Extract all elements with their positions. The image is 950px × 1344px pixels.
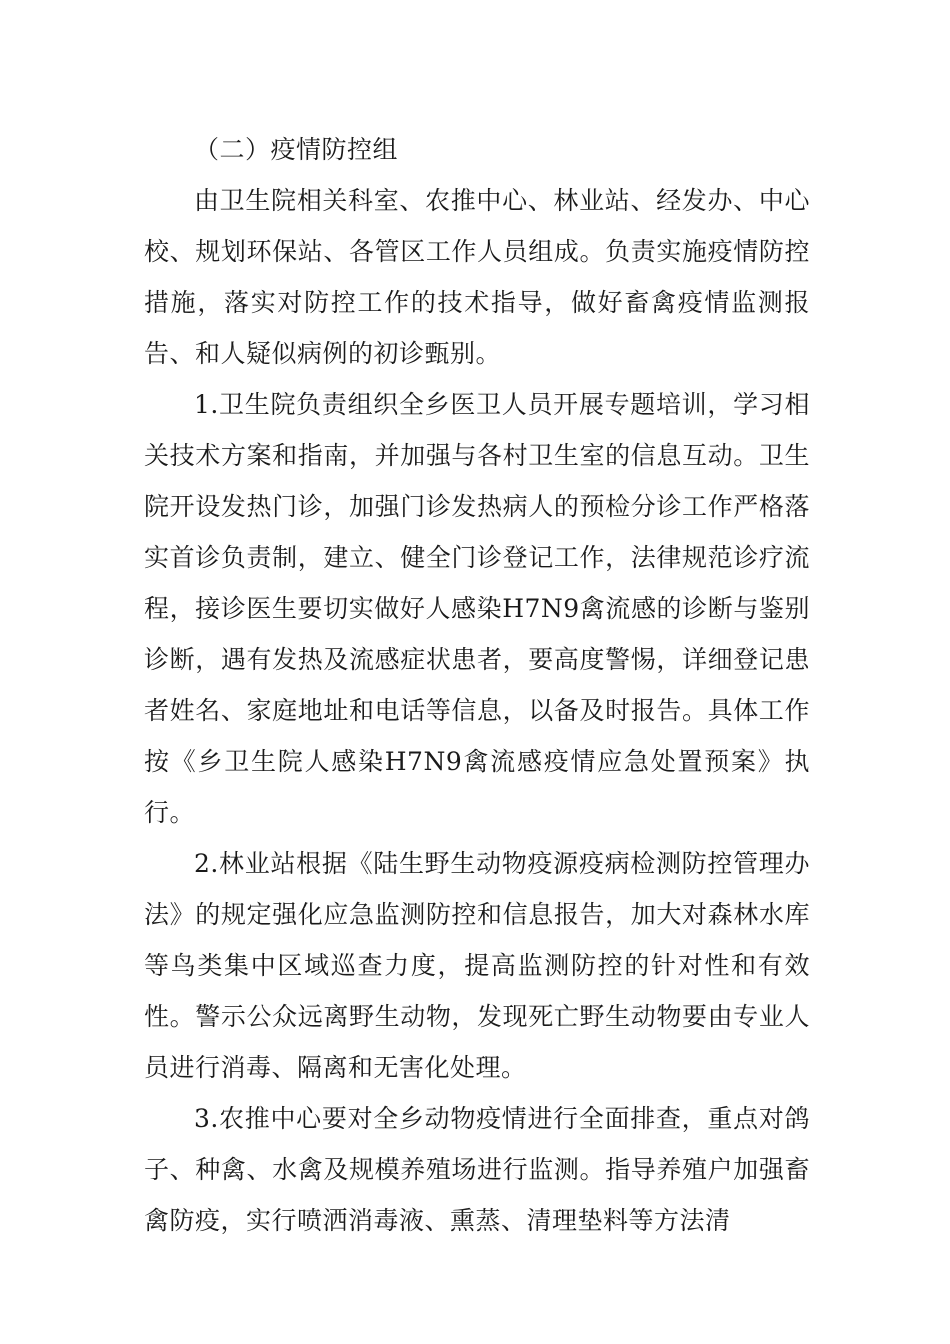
paragraph-agri-center: 3.农推中心要对全乡动物疫情进行全面排查，重点对鸽子、种禽、水禽及规模养殖场进行监测。指导养殖户加强畜禽防疫，实行喷洒消毒液、熏蒸、清理垫料等方法清 <box>144 1104 810 1235</box>
paragraph-health-center: 1.卫生院负责组织全乡医卫人员开展专题培训，学习相关技术方案和指南，并加强与各村卫生室的信息互动。卫生院开设发热门诊，加强门诊发热病人的预检分诊工作严格落实首诊负责制，建立、健全门诊登记工作，法律规范诊疗流程，接诊医生要切实做好人感染H7N9禽流感的诊断与鉴别诊断，遇有发热及流感症状患者，要高度警惕，详细登记患者姓名、家庭地址和电话等信息，以备及时报告。具体工作按《乡卫生院人感染H7N9禽流感疫情应急处置预案》执行。 <box>144 390 810 827</box>
paragraph-group-description: 由卫生院相关科室、农推中心、林业站、经发办、中心校、规划环保站、各管区工作人员组成。负责实施疫情防控措施，落实对防控工作的技术指导，做好畜禽疫情监测报告、和人疑似病例的初诊甄别。 <box>144 186 810 368</box>
paragraph-forestry-station: 2.林业站根据《陆生野生动物疫源疫病检测防控管理办法》的规定强化应急监测防控和信息报告，加大对森林水库等鸟类集中区域巡查力度，提高监测防控的针对性和有效性。警示公众远离野生动物，发现死亡野生动物要由专业人员进行消毒、隔离和无害化处理。 <box>144 849 810 1082</box>
document-body <box>144 124 810 1246</box>
section-heading: （二）疫情防控组 <box>194 135 399 164</box>
